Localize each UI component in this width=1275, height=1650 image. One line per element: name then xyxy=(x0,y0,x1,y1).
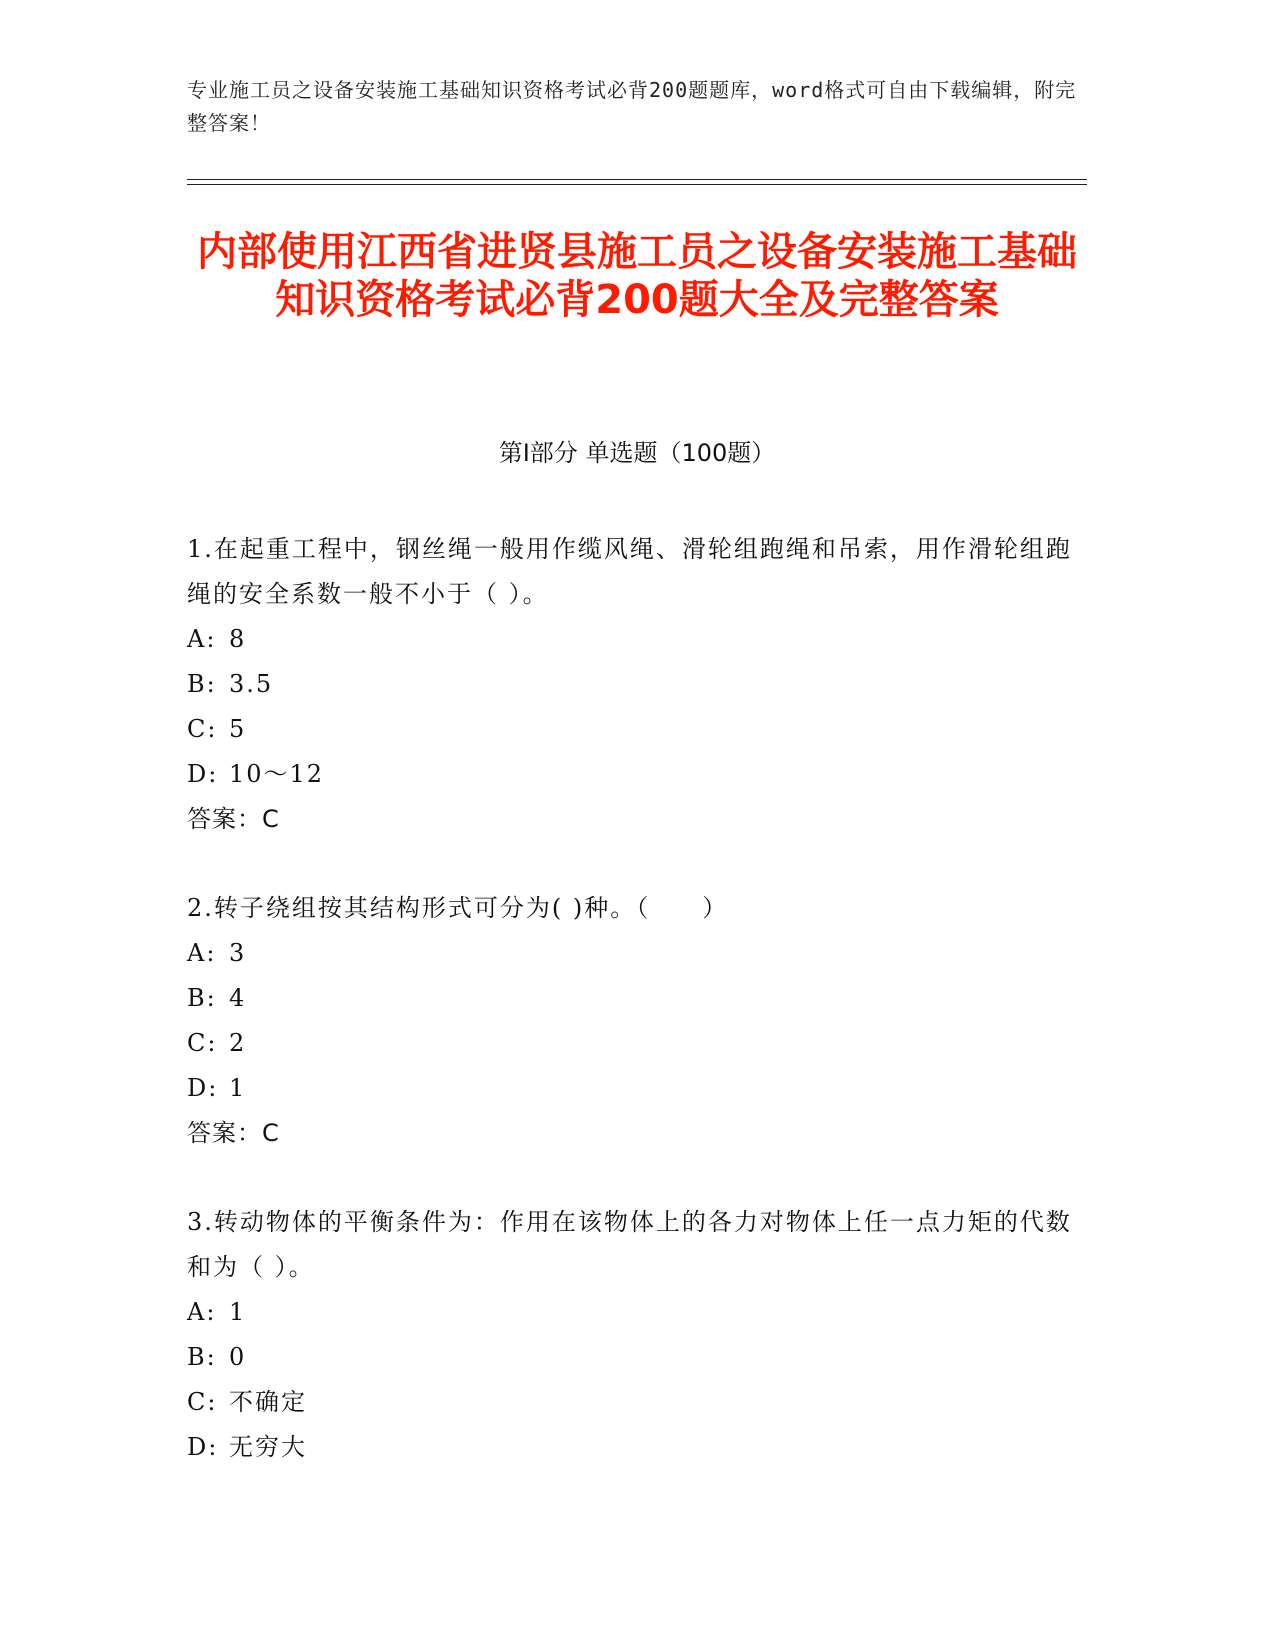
answer-line: 答案：C xyxy=(187,805,280,833)
option-text: 0 xyxy=(229,1343,247,1371)
option-letter: D: xyxy=(187,1433,219,1461)
option-d xyxy=(187,752,1077,797)
option-letter: C: xyxy=(187,1029,218,1057)
option-letter: C: xyxy=(187,715,218,743)
answer-line: 答案：C xyxy=(187,1119,280,1147)
option-c xyxy=(187,1380,1077,1425)
option-letter: A: xyxy=(187,939,217,967)
question-stem: 1.在起重工程中，钢丝绳一般用作缆风绳、滑轮组跑绳和吊索，用作滑轮组跑绳的安全系数一般不小于（ ）。 xyxy=(187,535,1072,608)
question-2 xyxy=(187,886,1077,1156)
option-text: 5 xyxy=(229,715,247,743)
option-text: 无穷大 xyxy=(229,1433,307,1461)
option-b xyxy=(187,1335,1077,1380)
option-d xyxy=(187,1066,1077,1111)
option-text: 1 xyxy=(229,1074,247,1102)
option-b xyxy=(187,662,1077,707)
header-note: 专业施工员之设备安装施工基础知识资格考试必背200题题库，word格式可自由下载编辑，附完整答案！ xyxy=(187,78,1077,135)
question-stem: 2.转子绕组按其结构形式可分为( )种。（ ） xyxy=(187,894,729,922)
option-letter: D: xyxy=(187,760,219,788)
option-text: 3.5 xyxy=(229,670,274,698)
option-text: 3 xyxy=(229,939,247,967)
option-d xyxy=(187,1425,1077,1470)
option-letter: D: xyxy=(187,1074,219,1102)
option-letter: A: xyxy=(187,1298,217,1326)
document-title: 内部使用江西省进贤县施工员之设备安装施工基础知识资格考试必背200题大全及完整答案 xyxy=(197,229,1077,323)
option-text: 2 xyxy=(229,1029,247,1057)
option-letter: B: xyxy=(187,1343,217,1371)
question-3 xyxy=(187,1200,1077,1470)
option-a xyxy=(187,931,1077,976)
option-text: 4 xyxy=(229,984,247,1012)
option-c xyxy=(187,707,1077,752)
option-text: 1 xyxy=(229,1298,247,1326)
option-letter: B: xyxy=(187,670,217,698)
option-b xyxy=(187,976,1077,1021)
section-title: 第Ⅰ部分 单选题（100题） xyxy=(498,439,776,467)
option-text: 8 xyxy=(229,625,247,653)
header-divider-bottom xyxy=(187,184,1087,185)
option-c xyxy=(187,1021,1077,1066)
option-text: 10～12 xyxy=(229,760,325,788)
question-list xyxy=(187,527,1077,1514)
option-letter: C: xyxy=(187,1388,218,1416)
option-a xyxy=(187,617,1077,662)
header-divider-top xyxy=(187,179,1087,180)
option-text: 不确定 xyxy=(229,1388,307,1416)
option-letter: B: xyxy=(187,984,217,1012)
question-stem: 3.转动物体的平衡条件为：作用在该物体上的各力对物体上任一点力矩的代数和为（ ）。 xyxy=(187,1208,1072,1281)
question-1 xyxy=(187,527,1077,842)
option-a xyxy=(187,1290,1077,1335)
option-letter: A: xyxy=(187,625,217,653)
